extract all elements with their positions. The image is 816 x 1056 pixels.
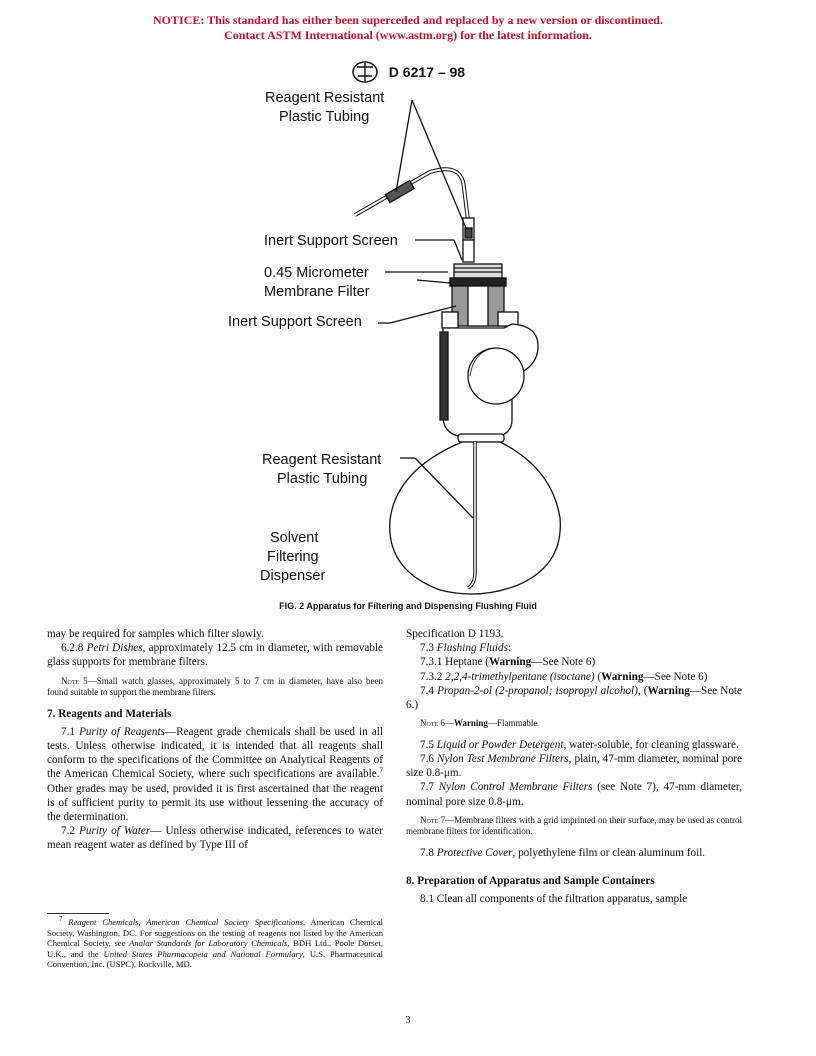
label-membrane-2: Membrane Filter — [264, 284, 370, 300]
warning-label: Warning — [488, 656, 532, 669]
footnote-marker: 7 — [59, 915, 63, 924]
clause-number: 7.6 — [420, 752, 437, 765]
section-7-heading: 7. Reagents and Materials — [47, 707, 172, 720]
note-text: —Small watch glasses, approximately 5 to 7 cm in diameter, have also been found suitable to support the membrane filters. — [47, 675, 383, 698]
paragraph-7-6 — [406, 752, 742, 780]
note-6 — [406, 718, 742, 730]
label-tubing-bottom-1: Reagent Resistant — [262, 452, 382, 468]
footnote-part: , American Chemical Society, Washington, DC. For suggestions on the testing of reagents not listed by the American Chemical Society, see — [47, 917, 383, 949]
note-text: —Membrane filters with a grid imprinted on their surface, may be used as control membrane filters for identification. — [406, 814, 742, 837]
label-membrane-1: 0.45 Micrometer — [264, 265, 369, 281]
clause-text: —See Note 6) — [531, 656, 596, 669]
clause-number: 7.1 — [61, 725, 80, 738]
clause-text: — Unless otherwise indicated, references to water mean reagent water as defined by Type III of — [47, 825, 384, 852]
paragraph: may be required for samples which filter slowly. — [47, 628, 264, 640]
footnote-7 — [47, 913, 383, 970]
clause-text: , polyethylene film or clean aluminum foil. — [512, 846, 706, 859]
footnote-part: Analar Standards for Laboratory Chemicals — [129, 938, 288, 949]
note-7 — [406, 815, 742, 838]
paragraph-7-8 — [406, 846, 742, 860]
notice-banner — [0, 13, 816, 43]
footnote-rule — [47, 913, 109, 914]
warning-label: Warning — [453, 718, 488, 729]
paragraph-7-3-1 — [406, 655, 742, 669]
footnote-part: Reagent Chemicals, American Chemical Society Specifications — [68, 917, 303, 927]
clause-title: Purity of Reagents — [79, 725, 165, 738]
section-8-heading: 8. Preparation of Apparatus and Sample Containers — [406, 874, 655, 887]
warning-label: Warning — [647, 684, 690, 697]
clause-title: Protective Cover — [436, 846, 513, 859]
note-label: Note 6 — [420, 718, 445, 729]
clause-title: Propan-2-ol (2-propanol; isopropyl alcohol) — [437, 684, 638, 697]
clause-text: —See Note 6) — [643, 670, 708, 683]
clause-text: : — [507, 642, 512, 655]
clause-text: , ( — [637, 684, 648, 697]
clause-number: 6.2.8 — [61, 642, 87, 655]
paragraph-6-2-8 — [47, 641, 383, 669]
clause-title: Liquid or Powder Detergent — [436, 738, 564, 751]
note-label: Note 5 — [61, 675, 88, 686]
clause-number: 7.5 — [420, 738, 437, 751]
label-tubing-top-1: Reagent Resistant — [265, 90, 385, 106]
note-text: — — [444, 718, 454, 729]
clause-number: 7.4 — [420, 684, 438, 697]
note-5 — [47, 676, 383, 699]
clause-title: Nylon Control Membrane Filters — [438, 781, 593, 794]
designation: D 6217 – 98 — [388, 64, 466, 80]
notice-line-1: NOTICE: This standard has either been superceded and replaced by a new version or discontinued. — [153, 13, 663, 27]
figure-caption: FIG. 2 Apparatus for Filtering and Dispensing Flushing Fluid — [279, 601, 537, 611]
clause-number: 7.3 — [420, 642, 437, 655]
label-screen-top: Inert Support Screen — [264, 233, 398, 249]
clause-title: Nylon Test Membrane Filters — [437, 752, 569, 765]
clause-text: , water-soluble, for cleaning glassware. — [563, 738, 739, 751]
label-dispenser-3: Dispenser — [260, 568, 326, 584]
note-text: —Flammable — [487, 718, 538, 729]
note-label: Note 7 — [420, 814, 446, 825]
paragraph-7-5 — [406, 738, 742, 752]
clause-title: 2,2,4-trimethylpentane (isoctane) — [445, 670, 595, 683]
warning-label: Warning — [601, 670, 644, 683]
clause-text: —Reagent grade chemicals shall be used in all tests. Unless otherwise indicated, it is intended that all reagents shall conform to the specifications of the Committee on Analytical Reagents of the American Chemical Society, where such specifications are available. — [47, 725, 383, 781]
footnote-part: , U.S. Pharmaceutical Convention, Inc. (USPC), Rockville, MD. — [47, 948, 383, 970]
clause-number: 7.7 — [420, 781, 439, 794]
label-screen-bottom: Inert Support Screen — [228, 314, 362, 330]
notice-line-2: Contact ASTM International (www.astm.org) for the latest information. — [224, 28, 592, 42]
paragraph-7-7 — [406, 780, 742, 808]
paragraph-7-2 — [47, 824, 383, 852]
paragraph: Specification D 1193. — [406, 628, 504, 640]
paragraph-7-1 — [47, 725, 383, 824]
footnote-part: United States Pharmacopeia and National Formulary — [103, 948, 303, 959]
clause-number: 7.8 — [420, 846, 437, 859]
clause-text: (see Note 7), 47-mm diameter, nominal pore size 0.8-μm. — [406, 781, 743, 808]
clause-text: 7.3.1 Heptane ( — [420, 656, 489, 669]
clause-number: 7.3.2 — [420, 670, 446, 683]
clause-text: , plain, 47-mm diameter, nominal pore size 0.8-μm. — [406, 752, 743, 780]
paragraph-8-1: 8.1 Clean all components of the filtration apparatus, sample — [420, 893, 688, 906]
label-dispenser-1: Solvent — [270, 530, 319, 546]
clause-number: 7.2 — [61, 825, 80, 838]
left-column — [47, 627, 383, 853]
apparatus-figure — [200, 80, 600, 595]
right-column — [406, 627, 742, 906]
clause-text: —See Note 6.) — [406, 684, 743, 712]
paragraph-7-4 — [406, 684, 742, 712]
footnote-part: , BDH Ltd., Poole Dorset, U.K., and the — [47, 938, 383, 959]
clause-text: , approximately 12.5 cm in diameter, with removable glass supports for membrane filters. — [47, 642, 384, 669]
clause-title: Purity of Water — [79, 825, 151, 838]
footnote-text — [47, 917, 383, 970]
clause-text: ( — [594, 670, 602, 683]
paragraph-7-3 — [406, 641, 742, 655]
clause-title: Petri Dishes — [86, 642, 143, 655]
clause-text: Other grades may be used, provided it is first ascertained that the reagent is of sufficient purity to permit its use without lessening the accuracy of the determination. — [47, 782, 383, 824]
label-dispenser-2: Filtering — [267, 549, 319, 565]
clause-title: Flushing Fluids — [436, 642, 508, 655]
label-tubing-top-2: Plastic Tubing — [279, 109, 370, 125]
paragraph-7-3-2 — [406, 670, 742, 684]
page-number: 3 — [405, 1015, 411, 1026]
label-tubing-bottom-2: Plastic Tubing — [277, 471, 368, 487]
footnote-ref: 7 — [379, 766, 383, 775]
